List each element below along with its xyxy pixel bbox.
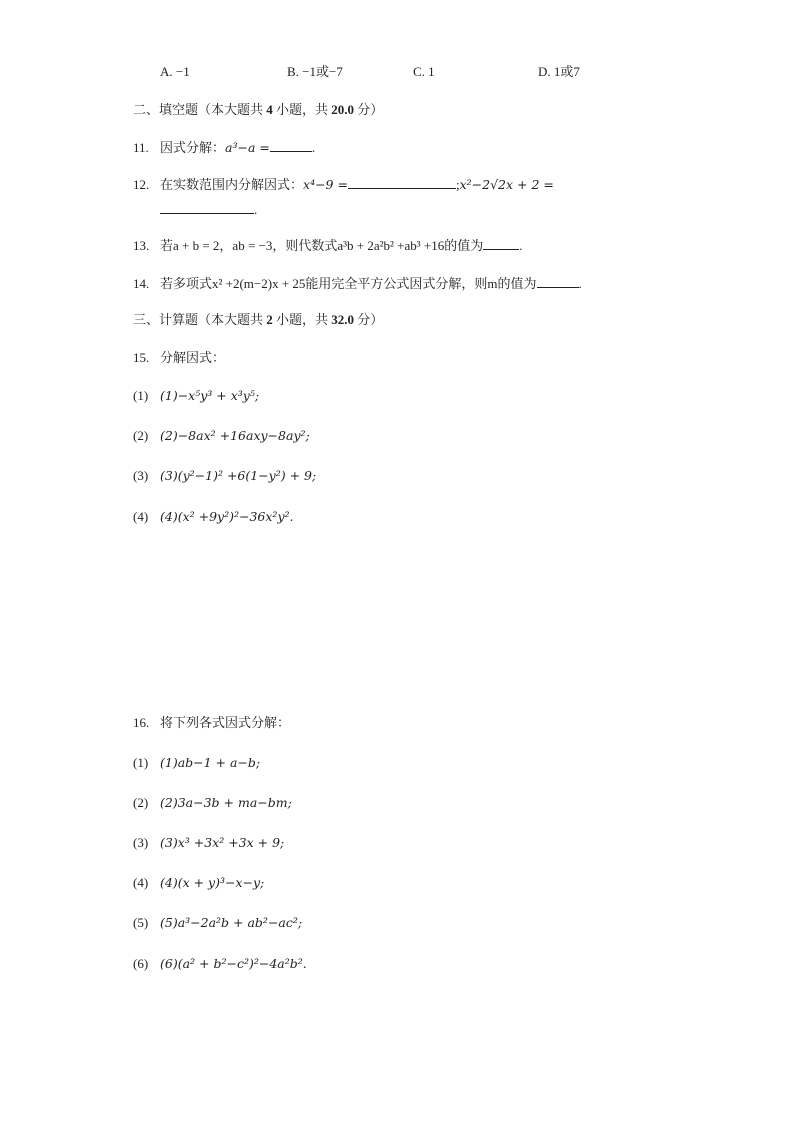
sub-item-expression: (3)(y²−1)² +6(1−y²) + 9; [160, 468, 317, 483]
sub-item-label: (6) [133, 956, 149, 971]
question-14: 若多项式x² +2(m−2)x + 25能用完全平方公式因式分解，则m的值为 . [160, 276, 582, 291]
sub-item-label: (3) [133, 468, 149, 483]
sub-item-expression: (1)−x⁵y³ + x³y⁵; [160, 388, 260, 403]
answer-blank [160, 201, 254, 214]
question-number: 11. [133, 140, 149, 155]
choice-c: C. 1 [413, 64, 435, 79]
sub-item-expression: (1)ab−1 + a−b; [160, 755, 261, 770]
answer-blank [348, 176, 456, 189]
answer-blank [270, 139, 312, 152]
sub-item-label: (1) [133, 388, 149, 403]
question-number: 14. [133, 276, 150, 291]
section-heading-calculation: 三、计算题（本大题共 2 小题，共 32.0 分） [133, 312, 384, 327]
sub-item-expression: (4)(x + y)³−x−y; [160, 875, 265, 890]
question-12: 在实数范围内分解因式：x⁴−9 = ;x²−2√2x + 2 = [160, 177, 554, 192]
question-15: 分解因式： [160, 350, 226, 365]
sub-item-label: (2) [133, 428, 149, 443]
question-number: 13. [133, 238, 150, 253]
question-11: 因式分解：a³−a = . [160, 140, 316, 155]
question-16: 将下列各式因式分解： [160, 715, 291, 730]
choice-d: D. 1或7 [538, 64, 580, 79]
sub-item-expression: (2)3a−3b + ma−bm; [160, 795, 292, 810]
section-heading-fill-blank: 二、填空题（本大题共 4 小题，共 20.0 分） [133, 102, 384, 117]
question-number: 12. [133, 177, 150, 192]
sub-item-label: (3) [133, 835, 149, 850]
question-number: 15. [133, 350, 150, 365]
sub-item-expression: (4)(x² +9y²)²−36x²y². [160, 509, 294, 524]
choice-b: B. −1或−7 [287, 64, 343, 79]
sub-item-label: (2) [133, 795, 149, 810]
question-13: 若a + b = 2，ab = −3，则代数式a³b + 2a²b² +ab³ +16的值为 . [160, 238, 523, 253]
sub-item-label: (5) [133, 915, 149, 930]
choice-a: A. −1 [160, 64, 190, 79]
sub-item-label: (1) [133, 755, 149, 770]
sub-item-expression: (2)−8ax² +16axy−8ay²; [160, 428, 310, 443]
sub-item-expression: (6)(a² + b²−c²)²−4a²b². [160, 956, 307, 971]
sub-item-expression: (5)a³−2a²b + ab²−ac²; [160, 915, 303, 930]
question-number: 16. [133, 715, 150, 730]
sub-item-label: (4) [133, 875, 149, 890]
question-12-continued: . [160, 201, 257, 219]
answer-blank [483, 237, 519, 250]
sub-item-expression: (3)x³ +3x² +3x + 9; [160, 835, 285, 850]
answer-blank [537, 275, 579, 288]
sub-item-label: (4) [133, 509, 149, 524]
